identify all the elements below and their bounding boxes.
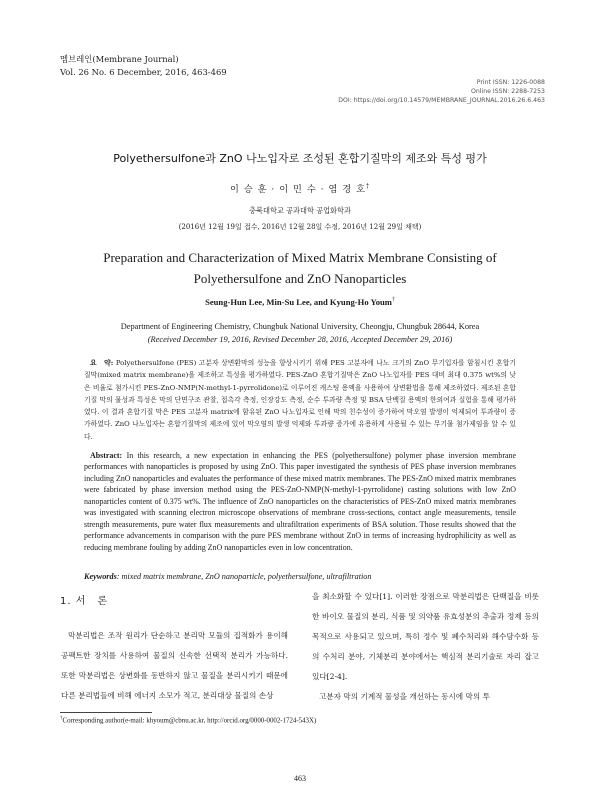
page-number: 463 <box>294 774 306 783</box>
intro-paragraph: 고분자 막의 기계적 물성을 개선하는 동시에 막의 투 <box>319 692 490 701</box>
english-affiliation: Department of Engineering Chemistry, Chungbuk National University, Cheongju, Chungbuk 28644, Korea <box>120 322 480 331</box>
english-abstract <box>84 450 516 553</box>
footnote <box>60 716 316 724</box>
footnote-text: Corresponding author(e-mail: khyoum@cbnu.ac.kr, http://orcid.org/0000-0002-1724-543X) <box>62 717 317 725</box>
intro-right-column <box>312 587 539 707</box>
doi-link[interactable]: DOI: https://doi.org/10.14579/MEMBRANE_JOURNAL.2016.26.6.463 <box>338 97 545 104</box>
footnote-divider <box>60 712 152 713</box>
korean-title: Polyethersulfone과 ZnO 나노입자로 조성된 혼합기질막의 제조와 특성 평가 <box>113 152 487 165</box>
section-heading: 1. 서 론 <box>60 596 109 607</box>
korean-author-names: 이 승 훈 · 이 민 수 · 염 경 호 <box>230 184 366 195</box>
volume-line: Vol. 26 No. 6 December, 2016, 463-469 <box>60 67 227 77</box>
korean-abstract-text: Polyethersulfone (PES) 고분자 상변환막의 성능을 향상시키기 위해 PES 고분자에 나노 크기의 ZnO 무기입자를 함침시킨 혼합기질막(mixed matrix membrane)을 제조하고 특성을 평가하였다. PES-ZnO 혼합기질막은 ZnO 나노입자를 PES 대비 최대 0.375 wt%의 낮은 비율로 첨가시킨 PES-ZnO-NMP(N-methyl-1-pyrrolidone)로 이루어진 캐스팅 용액을 사용하여 상변환법을 통해 제조하였다. 제조된 혼합기질 막의 물성과 특성은 막의 단면구조 관찰, 접촉각 측정, 인장강도 측정, 순수 투과량 측정 및 BSA 단백질 용액의 한외여과 실험을 통해 평가하였다. 이 결과 혼합기질 막은 PES 고분자 matrix에 함유된 ZnO 나노입자로 인해 막의 친수성이 증가하여 막오염 발생이 억제되어 투과량이 증가하였다. ZnO 나노입자는 혼합기질막의 제조에 있어 막오염의 발생 억제와 투과량 증가에 유용하게 사용될 수 있는 무기물 첨가제임을 알 수 있다. <box>84 359 516 441</box>
keywords-text: : mixed matrix membrane, ZnO nanoparticle, polyethersulfone, ultrafiltration <box>116 572 372 581</box>
korean-dates: (2016년 12월 19일 접수, 2016년 12월 28일 수정, 2016년 12월 29일 채택) <box>178 223 422 231</box>
issn-block <box>338 78 545 105</box>
english-authors <box>0 297 600 307</box>
korean-abstract <box>84 357 516 443</box>
korean-abstract-label: 요 약: <box>90 359 114 367</box>
print-issn: Print ISSN: 1226-0088 <box>476 79 545 86</box>
korean-authors <box>0 181 600 195</box>
intro-left-column <box>61 626 288 706</box>
intro-paragraph: 막분리법은 조작 원리가 단순하고 분리막 모듈의 집적화가 용이해 공팩트한 장치를 사용하여 물질의 신속한 선택적 분리가 가능하다. 또한 막분리법은 상변화를 동반하지 않고 물질을 분리시키기 때문에 다른 분리법들에 비해 에너지 소모가 적고, 분리대상 물질의 손상 <box>61 631 288 700</box>
journal-name: 멤브레인(Membrane Journal) <box>60 54 179 64</box>
intro-paragraph: 을 최소화할 수 있다[1]. 이러한 장점으로 막분리법은 단백질을 비롯한 바이오 물질의 분리, 식품 및 의약품 유효성분의 추출과 정제 등의 목적으로 사용되고 있으며, 특히 정수 및 폐수처리와 해수담수화 등의 수처리 분야, 기체분리 분야에서는 핵심적 분리기술로 자리 잡고 있다[2-4]. <box>312 592 539 681</box>
english-abstract-label: Abstract: <box>90 451 123 460</box>
korean-affiliation: 충북대학교 공과대학 공업화학과 <box>249 206 351 215</box>
footnote-mark: † <box>60 716 63 721</box>
corresponding-mark: † <box>365 182 370 190</box>
corresponding-mark-en: † <box>391 297 395 304</box>
keywords <box>84 572 516 581</box>
english-author-names: Seung-Hun Lee, Min-Su Lee, and Kyung-Ho Youm <box>205 297 392 307</box>
journal-header <box>60 53 227 79</box>
english-dates: (Received December 19, 2016, Revised December 28, 2016, Accepted December 29, 2016) <box>147 335 453 344</box>
online-issn: Online ISSN: 2288-7253 <box>470 88 545 95</box>
english-abstract-text: In this research, a new expectation in enhancing the PES (polyethersulfone) polymer phase inversion membrane performances with nanoparticles is proposed by using ZnO. This paper investigated the synthesis of PES phase inversion membranes including ZnO nanoparticles and evaluates the performance of these mixed matrix membranes. The PES-ZnO mixed matrix membranes were fabricated by phase inversion method using the PES-ZnO-NMP(N-methyl-1-pyrrolidone) casting solutions with low ZnO nanoparticles content of 0.375 wt%. The influence of ZnO nanoparticles on the characteristics of PES-ZnO mixed matrix membranes was investigated with scanning electron microscope observations of membrane cross-sections, contact angle measurements, tensile strength measurements, pure water flux measurements and ultrafiltration experiments of BSA solution. Those results showed that the performance advancements in comparison with the pure PES membrane without ZnO in terms of increasing hydrophilicity as well as reducing membrane fouling by adding ZnO nanoparticles even in low concentration. <box>84 451 516 552</box>
english-title: Preparation and Characterization of Mixed Matrix Membrane Consisting of Polyethersulfone and ZnO Nanoparticles <box>103 250 497 286</box>
keywords-label: Keywords <box>84 572 117 581</box>
